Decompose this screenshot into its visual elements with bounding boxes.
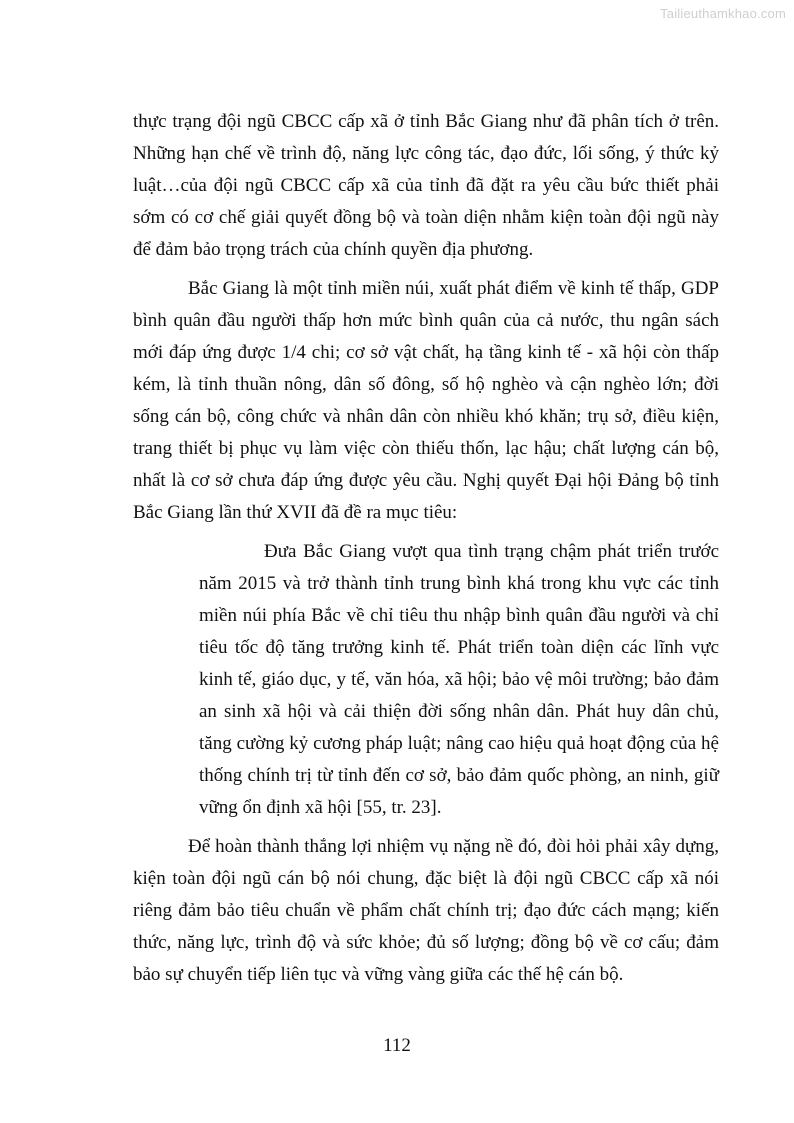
document-body bbox=[133, 106, 719, 998]
paragraph-continuation: thực trạng đội ngũ CBCC cấp xã ở tỉnh Bắc Giang như đã phân tích ở trên. Những hạn chế về trình độ, năng lực công tác, đạo đức, lối sống, ý thức kỷ luật…của đội ngũ CBCC cấp xã của tỉnh đã đặt ra yêu cầu bức thiết phải sớm có cơ chế giải quyết đồng bộ và toàn diện nhằm kiện toàn đội ngũ này để đảm bảo trọng trách của chính quyền địa phương. bbox=[133, 111, 719, 260]
block-quote-resolution: Đưa Bắc Giang vượt qua tình trạng chậm phát triển trước năm 2015 và trở thành tỉnh trung bình khá trong khu vực các tỉnh miền núi phía Bắc về chỉ tiêu thu nhập bình quân đầu người và chỉ tiêu tốc độ tăng trưởng kinh tế. Phát triển toàn diện các lĩnh vực kinh tế, giáo dục, y tế, văn hóa, xã hội; bảo vệ môi trường; bảo đảm an sinh xã hội và cải thiện đời sống nhân dân. Phát huy dân chủ, tăng cường kỷ cương pháp luật; nâng cao hiệu quả hoạt động của hệ thống chính trị từ tỉnh đến cơ sở, bảo đảm quốc phòng, an ninh, giữ vững ổn định xã hội [55, tr. 23]. bbox=[199, 541, 719, 818]
page-number: 112 bbox=[383, 1035, 411, 1056]
watermark-text: Tailieuthamkhao.com bbox=[660, 6, 786, 21]
paragraph-bac-giang-context: Bắc Giang là một tỉnh miền núi, xuất phát điểm về kinh tế thấp, GDP bình quân đầu người thấp hơn mức bình quân của cả nước, thu ngân sách mới đáp ứng được 1/4 chi; cơ sở vật chất, hạ tầng kinh tế - xã hội còn thấp kém, là tỉnh thuần nông, dân số đông, số hộ nghèo và cận nghèo lớn; đời sống cán bộ, công chức và nhân dân còn nhiều khó khăn; trụ sở, điều kiện, trang thiết bị phục vụ làm việc còn thiếu thốn, lạc hậu; chất lượng cán bộ, nhất là cơ sở chưa đáp ứng được yêu cầu. Nghị quyết Đại hội Đảng bộ tỉnh Bắc Giang lần thứ XVII đã đề ra mục tiêu: bbox=[133, 278, 719, 523]
paragraph-conclusion: Để hoàn thành thắng lợi nhiệm vụ nặng nề đó, đòi hỏi phải xây dựng, kiện toàn đội ngũ cán bộ nói chung, đặc biệt là đội ngũ CBCC cấp xã nói riêng đảm bảo tiêu chuẩn về phẩm chất chính trị; đạo đức cách mạng; kiến thức, năng lực, trình độ và sức khỏe; đủ số lượng; đồng bộ về cơ cấu; đảm bảo sự chuyển tiếp liên tục và vững vàng giữa các thế hệ cán bộ. bbox=[133, 836, 719, 985]
